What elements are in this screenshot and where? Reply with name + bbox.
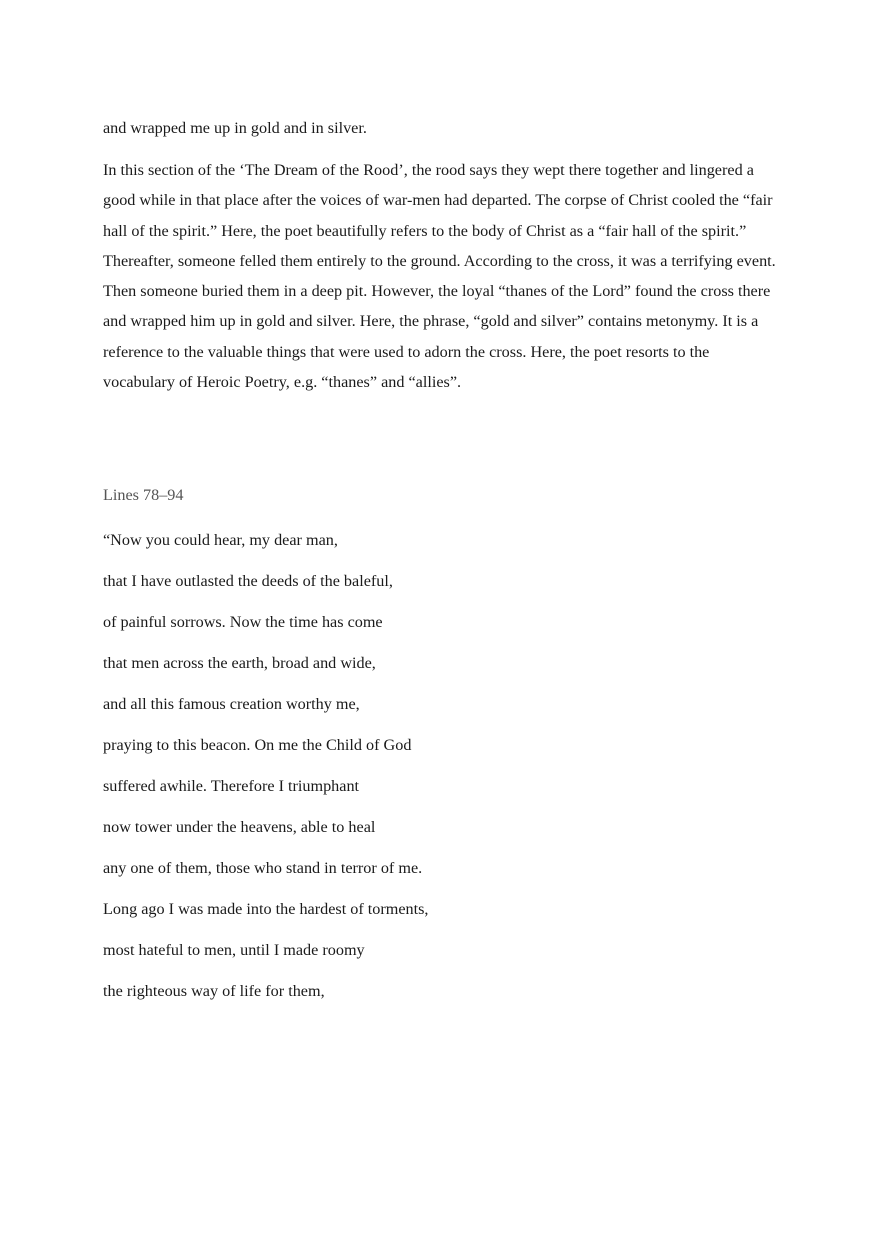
poem-line: now tower under the heavens, able to heal: [103, 818, 376, 837]
poem-line: most hateful to men, until I made roomy: [103, 941, 365, 960]
poem-line: of painful sorrows. Now the time has come: [103, 613, 383, 632]
opening-line: and wrapped me up in gold and in silver.: [103, 119, 367, 137]
poem-line: the righteous way of life for them,: [103, 982, 325, 1001]
poem-line: “Now you could hear, my dear man,: [103, 531, 338, 550]
document-page: [103, 113, 783, 1017]
poem-line: any one of them, those who stand in terror of me.: [103, 859, 423, 878]
poem-line: praying to this beacon. On me the Child of God: [103, 736, 412, 755]
commentary-paragraph: In this section of the ‘The Dream of the Rood’, the rood says they wept there together and lingered a good while in that place after the voices of war-men had departed. The corpse of Christ cooled the “fair hall of the spirit.” Here, the poet beautifully refers to the body of Christ as a “fair hall of the spirit.” Thereafter, someone felled them entirely to the ground. According to the cross, it was a terrifying event. Then someone buried them in a deep pit. However, the loyal “thanes of the Lord” found the cross there and wrapped him up in gold and silver. Here, the phrase, “gold and silver” contains metonymy. It is a reference to the valuable things that were used to adorn the cross. Here, the poet resorts to the vocabulary of Heroic Poetry, e.g. “thanes” and “allies”.: [103, 161, 776, 392]
poem-lines: [103, 525, 783, 1017]
poem-line: that I have outlasted the deeds of the baleful,: [103, 572, 393, 591]
poem-line: and all this famous creation worthy me,: [103, 695, 360, 714]
poem-line: that men across the earth, broad and wide,: [103, 654, 376, 673]
poem-line: suffered awhile. Therefore I triumphant: [103, 777, 360, 796]
poem-line: Long ago I was made into the hardest of torments,: [103, 900, 429, 919]
section-heading: Lines 78–94: [103, 486, 184, 505]
